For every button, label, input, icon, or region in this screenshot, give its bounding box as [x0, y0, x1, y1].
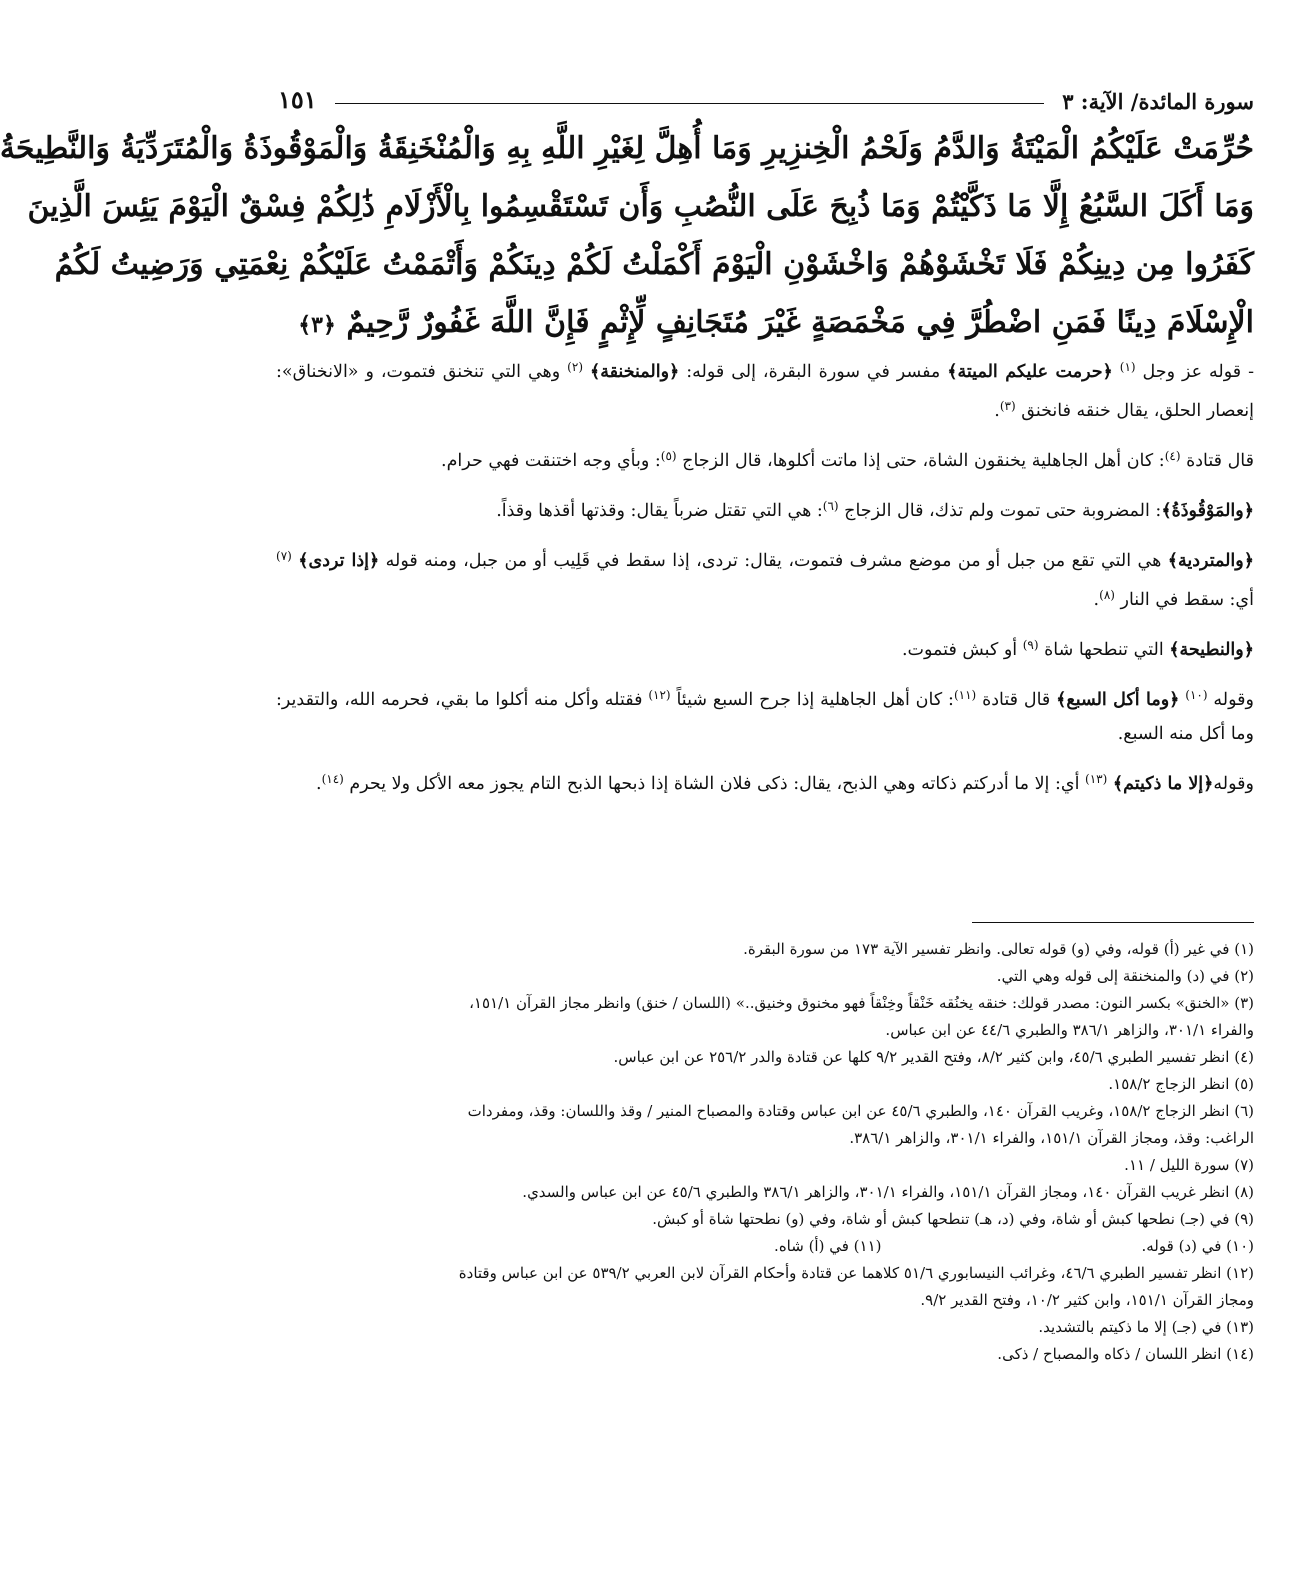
- commentary-text: [583, 362, 590, 382]
- footnote-ref: (١١): [953, 688, 977, 702]
- surah-verse-title: سورة المائدة/ الآية: ٣: [1062, 89, 1254, 114]
- footnote-ref: (٤): [1164, 449, 1181, 463]
- commentary-text: أو كبش فتموت.: [901, 640, 1023, 660]
- commentary-text: أي: سقط في النار: [1114, 590, 1254, 610]
- commentary-text: [1113, 362, 1120, 382]
- footnote-line: (٥) انظر الزجاج ١٥٨/٢.: [1108, 1075, 1254, 1093]
- commentary-text: قال قتادة: [976, 690, 1057, 710]
- commentary-text: مفسر في سورة البقرة، إلى قوله:: [679, 362, 948, 382]
- footnote-ref: (١٤): [321, 772, 344, 786]
- footnote-line: (١) في غير (أ) قوله، وفي (و) قوله تعالى. وانظر تفسير الآية ١٧٣ من سورة البقرة.: [743, 940, 1254, 958]
- footnote-line: (١٤) انظر اللسان / ذكاه والمصباح / ذكى.: [997, 1345, 1254, 1363]
- verse-line: [0, 120, 1254, 178]
- quran-verse: [0, 120, 1254, 354]
- verse-line: [27, 178, 1254, 236]
- footnote: [276, 990, 1254, 1044]
- footnote-line: (٢) في (د) والمنخنقة إلى قوله وهي التي.: [996, 967, 1254, 985]
- commentary-text: وقوله: [1213, 774, 1254, 794]
- verse-line: [278, 294, 1254, 354]
- header-rule: [335, 103, 1045, 104]
- commentary-text: التي تنطحها شاة: [1038, 640, 1170, 660]
- footnote: [276, 936, 1254, 963]
- commentary-text: - قوله عز وجل: [1135, 362, 1254, 382]
- commentary-text: : كان أهل الجاهلية إذا جرح السبع شيئاً: [670, 690, 954, 710]
- commentary-paragraph: [276, 439, 1254, 478]
- commentary-text: .: [1093, 590, 1100, 610]
- footnote-line: ومجاز القرآن ١٥١/١، وابن كثير ١٠/٢، وفتح القدير ٩/٢.: [920, 1291, 1254, 1309]
- footnotes: [276, 936, 1254, 1368]
- footnote: [276, 1071, 1254, 1098]
- footnote-ref: (٧): [276, 549, 292, 563]
- commentary-paragraph: [276, 628, 1254, 667]
- footnote-line: والفراء ٣٠١/١، والزاهر ٣٨٦/١ والطبري ٤٤/٦ عن ابن عباس.: [885, 1021, 1254, 1039]
- running-header: [278, 74, 1254, 114]
- commentary-text: : كان أهل الجاهلية يخنقون الشاة، حتى إذا ماتت أكلوها، قال الزجاج: [676, 451, 1165, 471]
- commentary-text: : المضروبة حتى تموت ولم تذك، قال الزجاج: [838, 501, 1162, 521]
- commentary-paragraph: [276, 489, 1254, 528]
- verse-text: وَمَا أَكَلَ السَّبُعُ إِلَّا مَا ذَكَّيْتُمْ وَمَا ذُبِحَ عَلَى النُّصُبِ وَأَن تَسْتَقْسِمُوا بِالْأَزْلَامِ ذَٰلِكُمْ فِسْقٌ الْيَوْمَ يَئِسَ الَّذِينَ: [27, 189, 1254, 224]
- quoted-term: ﴿وما أكل السبع﴾: [1056, 690, 1180, 710]
- commentary: [276, 350, 1254, 812]
- footnote-ref: (٦): [822, 499, 839, 513]
- footnote-line: (٦) انظر الزجاج ١٥٨/٢، وغريب القرآن ١٤٠، والطبري ٤٥/٦ عن ابن عباس وقتادة والمصباح المنير / وقذ واللسان: وقذ، ومفردات: [467, 1102, 1254, 1120]
- commentary-paragraph: [276, 678, 1254, 751]
- commentary-text: : هي التي تقتل ضرباً يقال: وقذتها أقذها وقذاً.: [496, 501, 823, 521]
- commentary-paragraph: [276, 762, 1254, 801]
- footnote-separator: [972, 922, 1254, 923]
- footnote: [276, 1260, 1254, 1314]
- quoted-term: ﴿والمتردية﴾: [1167, 551, 1254, 571]
- verse-line: [54, 236, 1254, 294]
- footnote: [276, 1179, 1254, 1206]
- footnote-line: (٧) سورة الليل / ١١.: [1124, 1156, 1254, 1174]
- footnote-line: (٩) في (جـ) نطحها كبش أو شاة، وفي (د، هـ) تنطحها كبش أو شاة، وفي (و) نطحتها شاة أو كبش.: [652, 1210, 1254, 1228]
- footnote: [276, 963, 1254, 990]
- commentary-paragraph: [276, 539, 1254, 617]
- commentary-paragraph: [276, 350, 1254, 428]
- footnote-ref: (٣): [999, 399, 1016, 413]
- ayah-number-marker: ﴿٣﴾: [298, 312, 336, 338]
- footnote-ref: (١٢): [648, 688, 671, 702]
- footnote: [276, 1314, 1254, 1341]
- footnote-ref: (١٣): [1085, 772, 1108, 786]
- verse-text: حُرِّمَتْ عَلَيْكُمُ الْمَيْتَةُ وَالدَّمُ وَلَحْمُ الْخِنزِيرِ وَمَا أُهِلَّ لِغَيْرِ اللَّهِ بِهِ وَالْمُنْخَنِقَةُ وَالْمَوْقُوذَةُ وَالْمُتَرَدِّيَةُ وَالنَّطِيحَةُ: [0, 131, 1254, 166]
- footnote-ref: (٨): [1099, 588, 1115, 602]
- footnote-row: [276, 1233, 1254, 1260]
- footnote-ref: (٢): [567, 360, 583, 374]
- footnote: [276, 1206, 1254, 1233]
- footnote: (١٠) في (د) قوله.: [1141, 1237, 1254, 1255]
- quoted-term: ﴿والنطيحة﴾: [1169, 640, 1254, 660]
- footnote-line: (٣) «الخنق» بكسر النون: مصدر قولك: خنقه يخنُقه خَنْقاً وخِنْقاً فهو مخنوق وخنيق..» (اللسان / خنق) وانظر مجاز القرآن ١٥١/١،: [469, 994, 1254, 1012]
- verse-text: كَفَرُوا مِن دِينِكُمْ فَلَا تَخْشَوْهُمْ وَاخْشَوْنِ الْيَوْمَ أَكْمَلْتُ لَكُمْ دِينَكُمْ وَأَتْمَمْتُ عَلَيْكُمْ نِعْمَتِي وَرَضِيتُ لَكُمُ: [54, 247, 1254, 282]
- page-number: ١٥١: [278, 85, 317, 114]
- commentary-text: .: [994, 401, 1000, 421]
- commentary-text: فقتله وأكل منه أكلوا ما بقي، فحرمه الله، والتقدير: وما أكل منه السبع.: [276, 690, 1254, 744]
- commentary-text: وهي التي تنخنق فتموت، و «الانخناق»: إنعصار الحلق، يقال خنقه فانخنق: [276, 362, 1254, 421]
- footnote: (١١) في (أ) شاه.: [774, 1237, 882, 1255]
- quoted-term: ﴿إذا تردى﴾: [298, 551, 380, 571]
- footnote-ref: (٥): [660, 449, 677, 463]
- footnote-ref: (٩): [1022, 638, 1039, 652]
- commentary-text: وقوله: [1207, 690, 1254, 710]
- footnote: [276, 1341, 1254, 1368]
- footnote-line: (٨) انظر غريب القرآن ١٤٠، ومجاز القرآن ١٥١/١، والفراء ٣٠١/١، والزاهر ٣٨٦/١ والطبري ٤٥/٦ عن ابن عباس والسدي.: [522, 1183, 1254, 1201]
- footnote-line: (٤) انظر تفسير الطبري ٤٥/٦، وابن كثير ٨/٢، وفتح القدير ٩/٢ كلها عن قتادة والدر ٢٥٦/٢ عن ابن عباس.: [613, 1048, 1254, 1066]
- footnote: [276, 1152, 1254, 1179]
- commentary-text: : وبأي وجه اختنقت فهي حرام.: [441, 451, 661, 471]
- footnote-ref: (١٠): [1185, 688, 1208, 702]
- footnote-ref: (١): [1119, 360, 1136, 374]
- footnote: [276, 1044, 1254, 1071]
- commentary-text: قال قتادة: [1180, 451, 1254, 471]
- footnote-line: (١٢) انظر تفسير الطبري ٤٦/٦، وغرائب النيسابوري ٥١/٦ كلاهما عن قتادة وأحكام القرآن لابن العربي ٥٣٩/٢ عن ابن عباس وقتادة: [458, 1264, 1254, 1282]
- quoted-term: ﴿حرمت عليكم الميتة﴾: [947, 362, 1113, 382]
- footnote-line: الراغب: وقذ، ومجاز القرآن ١٥١/١، والفراء ٣٠١/١، والزاهر ٣٨٦/١.: [849, 1129, 1254, 1147]
- footnote-line: (١٣) في (جـ) إلا ما ذكيتم بالتشديد.: [1038, 1318, 1254, 1336]
- verse-text: الْإِسْلَامَ دِينًا فَمَنِ اضْطُرَّ فِي مَخْمَصَةٍ غَيْرَ مُتَجَانِفٍ لِّإِثْمٍ فَإِنَّ اللَّهَ غَفُورٌ رَّحِيمٌ: [346, 305, 1254, 340]
- commentary-text: أي: إلا ما أدركتم ذكاته وهي الذبح، يقال: ذكى فلان الشاة إذا ذبحها الذبح التام يجوز معه الأكل ولا يحرم: [343, 774, 1085, 794]
- quoted-term: ﴿والمَوْقُوذَةُ﴾: [1161, 501, 1254, 521]
- commentary-text: هي التي تقع من جبل أو من موضع مشرف فتموت، يقال: تردى، إذا سقط في قَلِيب أو من جبل، ومنه قوله: [379, 551, 1168, 571]
- quoted-term: ﴿والمنخنقة﴾: [589, 362, 680, 382]
- quoted-term: ﴿إلا ما ذكيتم﴾: [1112, 774, 1214, 794]
- commentary-text: .: [316, 774, 322, 794]
- footnote: [276, 1098, 1254, 1152]
